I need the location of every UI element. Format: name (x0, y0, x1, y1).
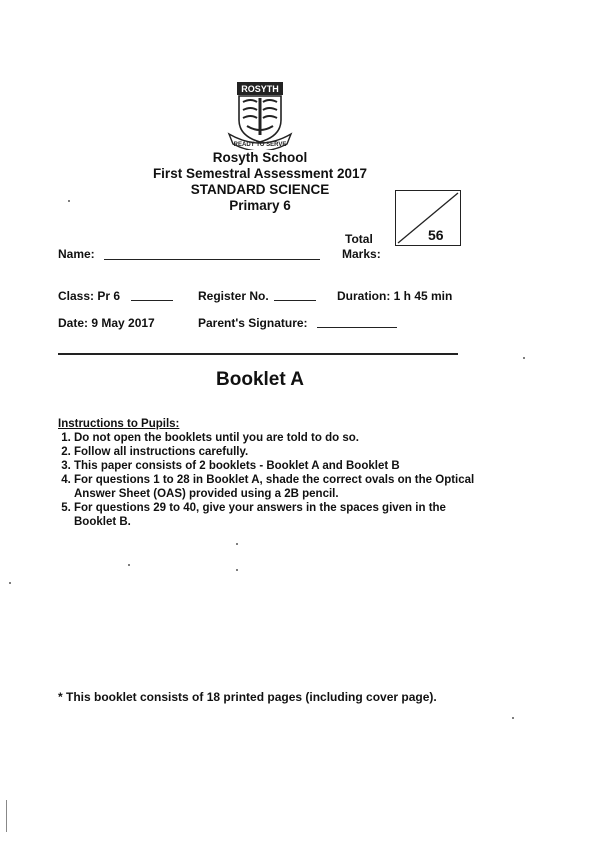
date-label: Date: 9 May 2017 (58, 316, 155, 330)
register-field-line[interactable] (274, 300, 316, 301)
instruction-item: 2. Follow all instructions carefully. (74, 445, 478, 459)
scan-speck (512, 717, 514, 719)
instructions-heading: Instructions to Pupils: (58, 418, 180, 430)
school-name: Rosyth School (212, 150, 308, 165)
exam-title: First Semestral Assessment 2017 (152, 166, 368, 181)
register-label: Register No. (198, 289, 269, 303)
instruction-item: 1. Do not open the booklets until you are told to do so. (74, 431, 478, 445)
svg-text:READY TO SERVE: READY TO SERVE (233, 142, 287, 148)
level-title: Primary 6 (229, 198, 291, 213)
parent-signature-label: Parent's Signature: (198, 316, 308, 330)
instructions-block (58, 417, 478, 529)
instruction-item: 4. For questions 1 to 28 in Booklet A, shade the correct ovals on the Optical Answer Sheet (OAS) provided using a 2B pencil. (74, 473, 478, 501)
class-label: Class: Pr 6 (58, 289, 121, 303)
instruction-item: 5. For questions 29 to 40, give your answers in the spaces given in the Booklet B. (74, 501, 478, 529)
total-label: Total (345, 232, 373, 246)
svg-text:ROSYTH: ROSYTH (241, 84, 279, 94)
marks-label: Marks: (342, 247, 381, 261)
booklet-title: Booklet A (216, 369, 304, 390)
scan-speck (128, 564, 130, 566)
scan-speck (236, 569, 238, 571)
instruction-item: 3. This paper consists of 2 booklets - Booklet A and Booklet B (74, 459, 478, 473)
total-marks-box (395, 190, 461, 246)
scan-speck (9, 582, 11, 584)
scan-speck (68, 200, 70, 202)
scan-edge-mark (6, 800, 7, 832)
class-field-line[interactable] (131, 300, 173, 301)
subject-title: STANDARD SCIENCE (190, 182, 330, 197)
school-crest-logo (227, 80, 293, 150)
scan-speck (523, 357, 525, 359)
page-count-footnote: * This booklet consists of 18 printed pages (including cover page). (58, 690, 437, 704)
total-marks-value: 56 (428, 227, 444, 243)
name-label: Name: (58, 247, 95, 261)
duration-label: Duration: 1 h 45 min (337, 289, 453, 303)
name-field-line[interactable] (104, 259, 320, 260)
scan-speck (236, 543, 238, 545)
section-divider (58, 353, 458, 355)
parent-signature-line[interactable] (317, 327, 397, 328)
